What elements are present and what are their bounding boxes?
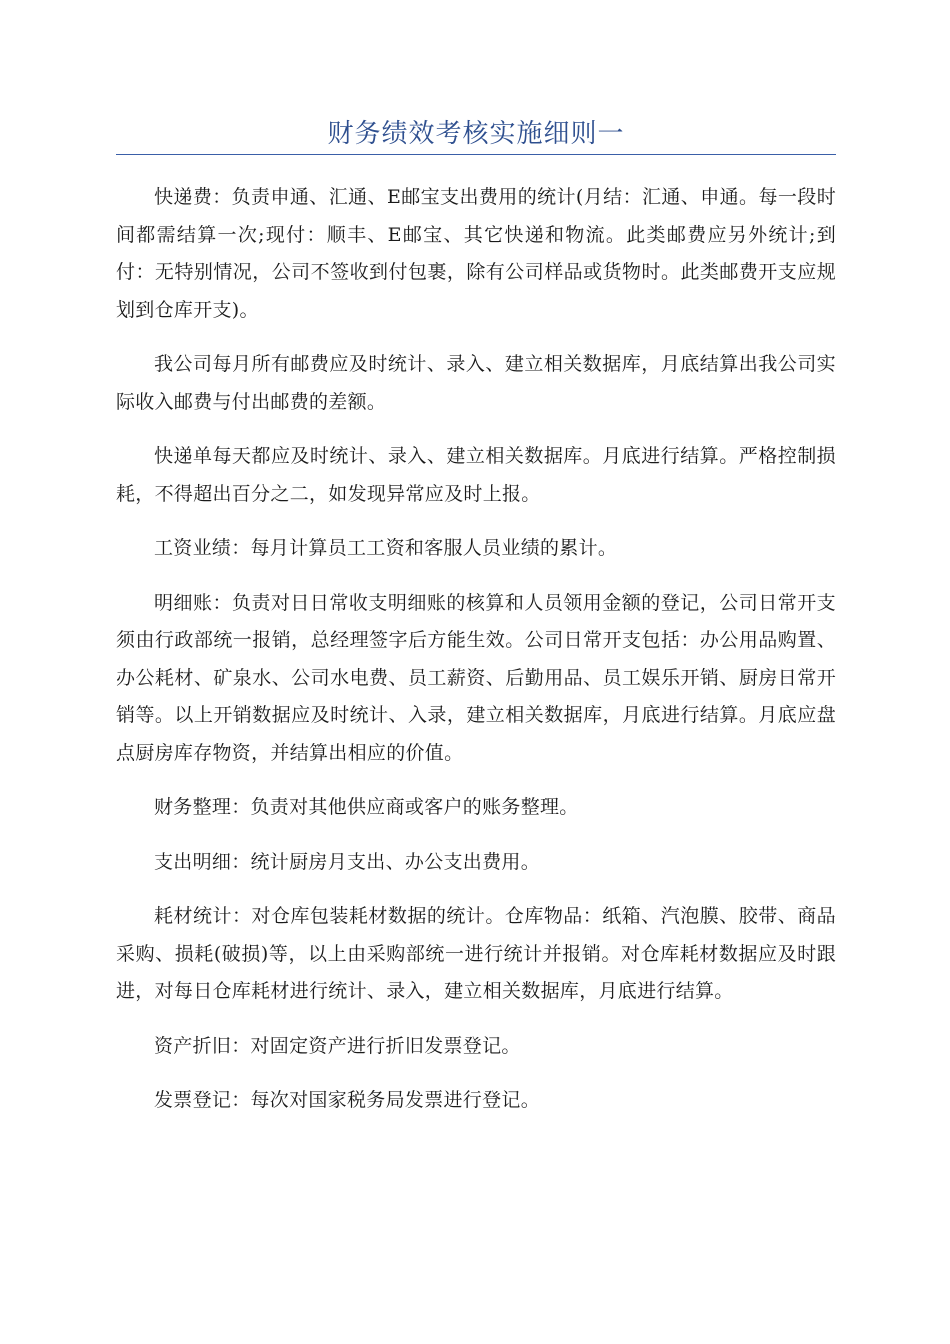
- paragraph-consumables-statistics: 耗材统计：对仓库包装耗材数据的统计。仓库物品：纸箱、汽泡膜、胶带、商品采购、损耗(破损)等，以上由采购部统一进行统计并报销。对仓库耗材数据应及时跟进，对每日仓库耗材进行统计、录入，建立相关数据库，月底进行结算。: [116, 905, 836, 1002]
- document-title: 财务绩效考核实施细则一: [327, 119, 625, 149]
- paragraph-invoice-registration: 发票登记：每次对国家税务局发票进行登记。: [154, 1089, 541, 1111]
- paragraph-express-slips: 快递单每天都应及时统计、录入、建立相关数据库。月底进行结算。严格控制损耗，不得超出百分之二，如发现异常应及时上报。: [116, 445, 836, 505]
- paragraph-detailed-accounts: 明细账：负责对日日常收支明细账的核算和人员领用金额的登记，公司日常开支须由行政部统一报销，总经理签字后方能生效。公司日常开支包括：办公用品购置、办公耗材、矿泉水、公司水电费、员工薪资、后勤用品、员工娱乐开销、厨房日常开销等。以上开销数据应及时统计、入录，建立相关数据库，月底进行结算。月底应盘点厨房库存物资，并结算出相应的价值。: [116, 591, 836, 764]
- paragraph-express-fees: 快递费：负责申通、汇通、E邮宝支出费用的统计(月结：汇通、申通。每一段时间都需结算一次;现付：顺丰、E邮宝、其它快递和物流。此类邮费应另外统计;到付：无特别情况，公司不签收到付包裹，除有公司样品或货物时。此类邮费开支应规划到仓库开支)。: [116, 186, 836, 321]
- paragraph-postage-statistics: 我公司每月所有邮费应及时统计、录入、建立相关数据库，月底结算出我公司实际收入邮费与付出邮费的差额。: [116, 353, 836, 413]
- paragraph-salary-performance: 工资业绩：每月计算员工工资和客服人员业绩的累计。: [154, 537, 618, 559]
- paragraph-financial-organizing: 财务整理：负责对其他供应商或客户的账务整理。: [154, 796, 579, 818]
- document-page: [116, 0, 836, 1137]
- title-underline: [116, 154, 836, 155]
- paragraph-expense-details: 支出明细：统计厨房月支出、办公支出费用。: [154, 850, 541, 873]
- document-body: [116, 179, 836, 1120]
- paragraph-asset-depreciation: 资产折旧：对固定资产进行折旧发票登记。: [154, 1034, 521, 1057]
